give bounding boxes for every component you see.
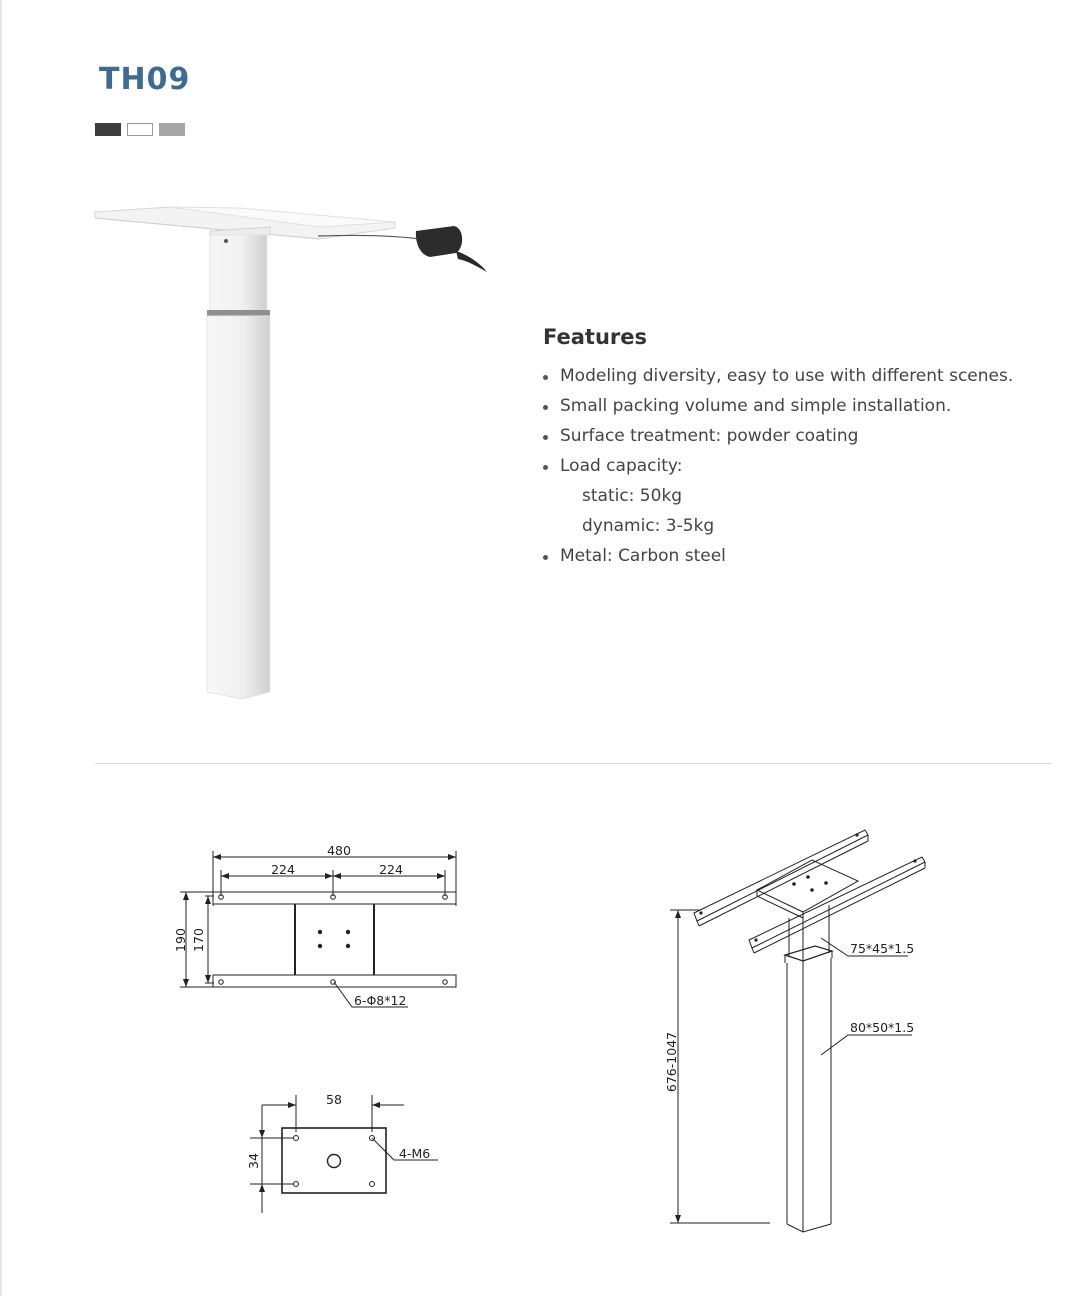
- feature-item: Surface treatment: powder coating: [543, 421, 1063, 451]
- mount-plate-drawing: [240, 1085, 450, 1220]
- dim-plate-width: 58: [326, 1092, 342, 1107]
- product-model-title: TH09: [99, 62, 191, 97]
- feature-item: Modeling diversity, easy to use with different scenes.: [543, 361, 1063, 391]
- color-swatch-gray[interactable]: [159, 123, 185, 136]
- dim-outer-tube: 80*50*1.5: [850, 1020, 915, 1035]
- feature-item: Small packing volume and simple installation.: [543, 391, 1063, 421]
- dim-holes-label: 6-Φ8*12: [354, 993, 407, 1008]
- dim-inner-tube: 75*45*1.5: [850, 941, 915, 956]
- features-heading: Features: [543, 325, 647, 349]
- top-plate-drawing: [170, 840, 470, 1015]
- feature-item: Load capacity:: [543, 451, 1063, 481]
- product-image: [90, 195, 500, 710]
- dim-inner-depth: 170: [191, 928, 206, 952]
- leg-isometric-drawing: [655, 820, 945, 1240]
- dim-plate-depth: 34: [246, 1153, 261, 1169]
- dim-plate-holes-label: 4-M6: [399, 1146, 431, 1161]
- feature-item: Metal: Carbon steel: [543, 541, 1063, 571]
- color-swatches: [95, 123, 185, 136]
- dim-left-span: 224: [271, 862, 295, 877]
- dim-right-span: 224: [379, 862, 403, 877]
- color-swatch-white[interactable]: [127, 123, 153, 136]
- color-swatch-dark[interactable]: [95, 123, 121, 136]
- features-list: [543, 361, 1063, 571]
- dim-total-width: 480: [327, 843, 351, 858]
- dim-outer-depth: 190: [173, 928, 188, 952]
- features-section: [543, 325, 1063, 571]
- dim-height-range: 676-1047: [664, 1031, 679, 1093]
- feature-subitem: static: 50kg: [582, 486, 683, 506]
- feature-subitem: dynamic: 3-5kg: [582, 516, 715, 536]
- section-divider: [95, 763, 1051, 764]
- page-edge: [0, 0, 2, 1296]
